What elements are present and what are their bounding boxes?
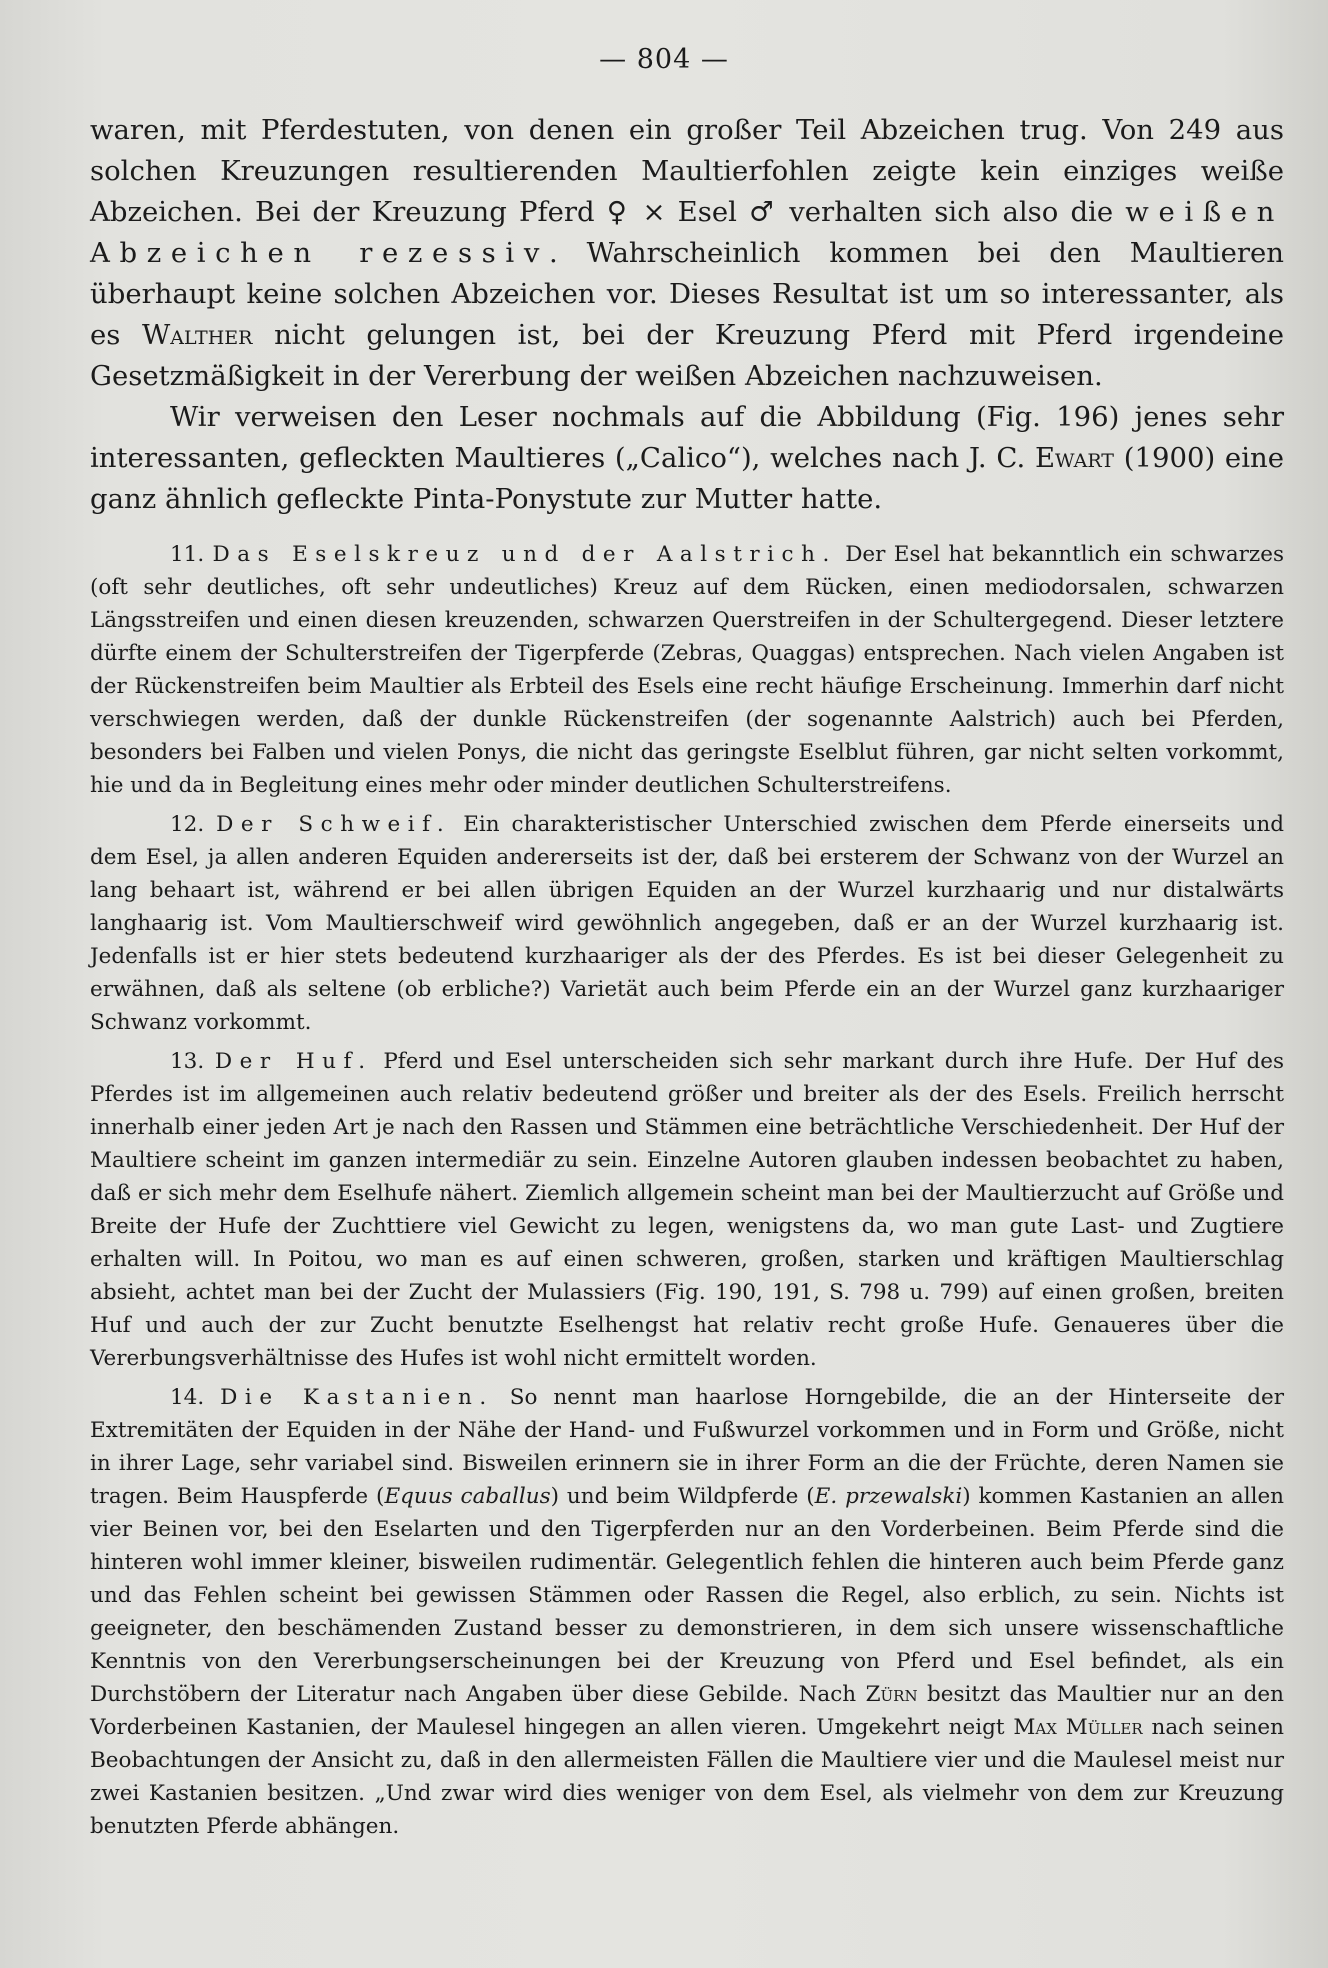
- numbered-sections: [90, 538, 1284, 1843]
- page-body: [90, 110, 1284, 1849]
- section-number: 12.: [170, 812, 205, 837]
- intro-text: [90, 110, 1284, 520]
- author-name: Zürn: [865, 1682, 918, 1707]
- author-name: Ewart: [1034, 442, 1114, 474]
- author-name: Max Müller: [1013, 1715, 1143, 1740]
- author-name: Walther: [142, 319, 253, 351]
- section-number: 14.: [170, 1385, 205, 1410]
- section-11: 11. Das Eselskreuz und der Aalstrich. Der Esel hat bekanntlich ein schwarzes (oft sehr deutliches, oft sehr undeutliches) Kreuz auf dem Rücken, einen mediodorsalen, schwarzen Längsstreifen und einen diesen kreuzenden, schwarzen Querstreifen in der Schultergegend. Dieser letztere dürfte einem der Schulterstreifen der Tigerpferde (Zebras, Quaggas) entsprechen. Nach vielen Angaben ist der Rückenstreifen beim Maultier als Erbteil des Esels eine recht häufige Erscheinung. Immerhin darf nicht verschwiegen werden, daß der dunkle Rückenstreifen (der sogenannte Aalstrich) auch bei Pferden, besonders bei Falben und vielen Ponys, die nicht das geringste Eselblut führen, gar nicht selten vorkommt, hie und da in Begleitung eines mehr oder minder deutlichen Schulterstreifens.: [90, 542, 1284, 798]
- paragraph-calico: Wir verweisen den Leser nochmals auf die Abbildung (Fig. 196) jenes sehr interessanten, gefleckten Maultieres („Calico“), welches nach J. C. Ewart (1900) eine ganz ähnlich gefleckte Pinta-Ponystute zur Mutter hatte.: [90, 401, 1284, 515]
- section-13: 13. Der Huf. Pferd und Esel unterscheiden sich sehr markant durch ihre Hufe. Der Huf des Pferdes ist im allgemeinen auch relativ bedeutend größer und breiter als der des Esels. Freilich herrscht innerhalb einer jeden Art je nach den Rassen und Stämmen eine beträchtliche Verschiedenheit. Der Huf der Maultiere scheint im ganzen intermediär zu sein. Einzelne Autoren glauben indessen beobachtet zu haben, daß er sich mehr dem Eselhufe nähert. Ziemlich allgemein scheint man bei der Maultierzucht auf Größe und Breite der Hufe der Zuchttiere viel Gewicht zu legen, wenigstens da, wo man gute Last- und Zugtiere erhalten will. In Poitou, wo man es auf einen schweren, großen, starken und kräftigen Maultierschlag absieht, achtet man bei der Zucht der Mulassiers (Fig. 190, 191, S. 798 u. 799) auf einen großen, breiten Huf und auch der zur Zucht benutzte Eselhengst hat relativ recht große Hufe. Genaueres über die Vererbungsverhältnisse des Hufes ist wohl nicht ermittelt worden.: [90, 1049, 1284, 1371]
- species-name: E. przewalski: [814, 1484, 963, 1509]
- page-number: — 804 —: [599, 44, 729, 75]
- emphasis-spaced: weißen Abzeichen rezessiv: [90, 196, 1284, 269]
- section-heading: Der Huf.: [214, 1049, 373, 1074]
- section-heading: Der Schweif.: [216, 812, 452, 837]
- paragraph-white-markings: waren, mit Pferdestuten, von denen ein großer Teil Abzeichen trug. Von 249 aus solchen Kreuzungen resultierenden Maultierfohlen zeigte kein einziges weiße Abzeichen. Bei der Kreuzung Pferd ♀ × Esel ♂ verhalten sich also die weißen Abzeichen rezessiv. Wahrscheinlich kommen bei den Maultieren überhaupt keine solchen Abzeichen vor. Dieses Resultat ist um so interessanter, als es Walther nicht gelungen ist, bei der Kreuzung Pferd mit Pferd irgendeine Gesetzmäßigkeit in der Vererbung der weißen Abzeichen nachzuweisen.: [90, 114, 1285, 392]
- section-heading: Das Eselskreuz und der Aalstrich.: [212, 542, 837, 567]
- section-heading: Die Kastanien.: [220, 1385, 494, 1410]
- section-12: 12. Der Schweif. Ein charakteristischer Unterschied zwischen dem Pferde einerseits und dem Esel, ja allen anderen Equiden andererseits ist der, daß bei ersterem der Schwanz von der Wurzel an lang behaart ist, während er bei allen übrigen Equiden an der Wurzel kurzhaarig und nur distalwärts langhaarig ist. Vom Maultierschweif wird gewöhnlich angegeben, daß er an der Wurzel kurzhaarig ist. Jedenfalls ist er hier stets bedeutend kurzhaariger als der des Pferdes. Es ist bei dieser Gelegenheit zu erwähnen, daß als seltene (ob erbliche?) Varietät auch beim Pferde ein an der Wurzel ganz kurzhaariger Schwanz vorkommt.: [90, 812, 1284, 1035]
- species-name: Equus caballus: [384, 1484, 551, 1509]
- section-number: 11.: [170, 542, 205, 567]
- section-number: 13.: [170, 1049, 205, 1074]
- section-14: 14. Die Kastanien. So nennt man haarlose Horngebilde, die an der Hinterseite der Extremitäten der Equiden in der Nähe der Hand- und Fußwurzel vorkommen und in Form und Größe, nicht in ihrer Lage, sehr variabel sind. Bisweilen erinnern sie in ihrer Form an die der Früchte, deren Namen sie tragen. Beim Hauspferde (Equus caballus) und beim Wildpferde (E. przewalski) kommen Kastanien an allen vier Beinen vor, bei den Eselarten und den Tigerpferden nur an den Vorderbeinen. Beim Pferde sind die hinteren wohl immer kleiner, bisweilen rudimentär. Gelegentlich fehlen die hinteren auch beim Pferde ganz und das Fehlen scheint bei gewissen Stämmen oder Rassen die Regel, also erblich, zu sein. Nichts ist geeigneter, den beschämenden Zustand besser zu demonstrieren, in dem sich unsere wissenschaftliche Kenntnis von den Vererbungserscheinungen bei der Kreuzung von Pferd und Esel befindet, als ein Durchstöbern der Literatur nach Angaben über diese Gebilde. Nach Zürn besitzt das Maultier nur an den Vorderbeinen Kastanien, der Maulesel hingegen an allen vieren. Umgekehrt neigt Max Müller nach seinen Beobachtungen der Ansicht zu, daß in den allermeisten Fällen die Maultiere vier und die Maulesel meist nur zwei Kastanien besitzen. „Und zwar wird dies weniger von dem Esel, als vielmehr von dem zur Kreuzung benutzten Pferde abhängen.: [90, 1385, 1285, 1839]
